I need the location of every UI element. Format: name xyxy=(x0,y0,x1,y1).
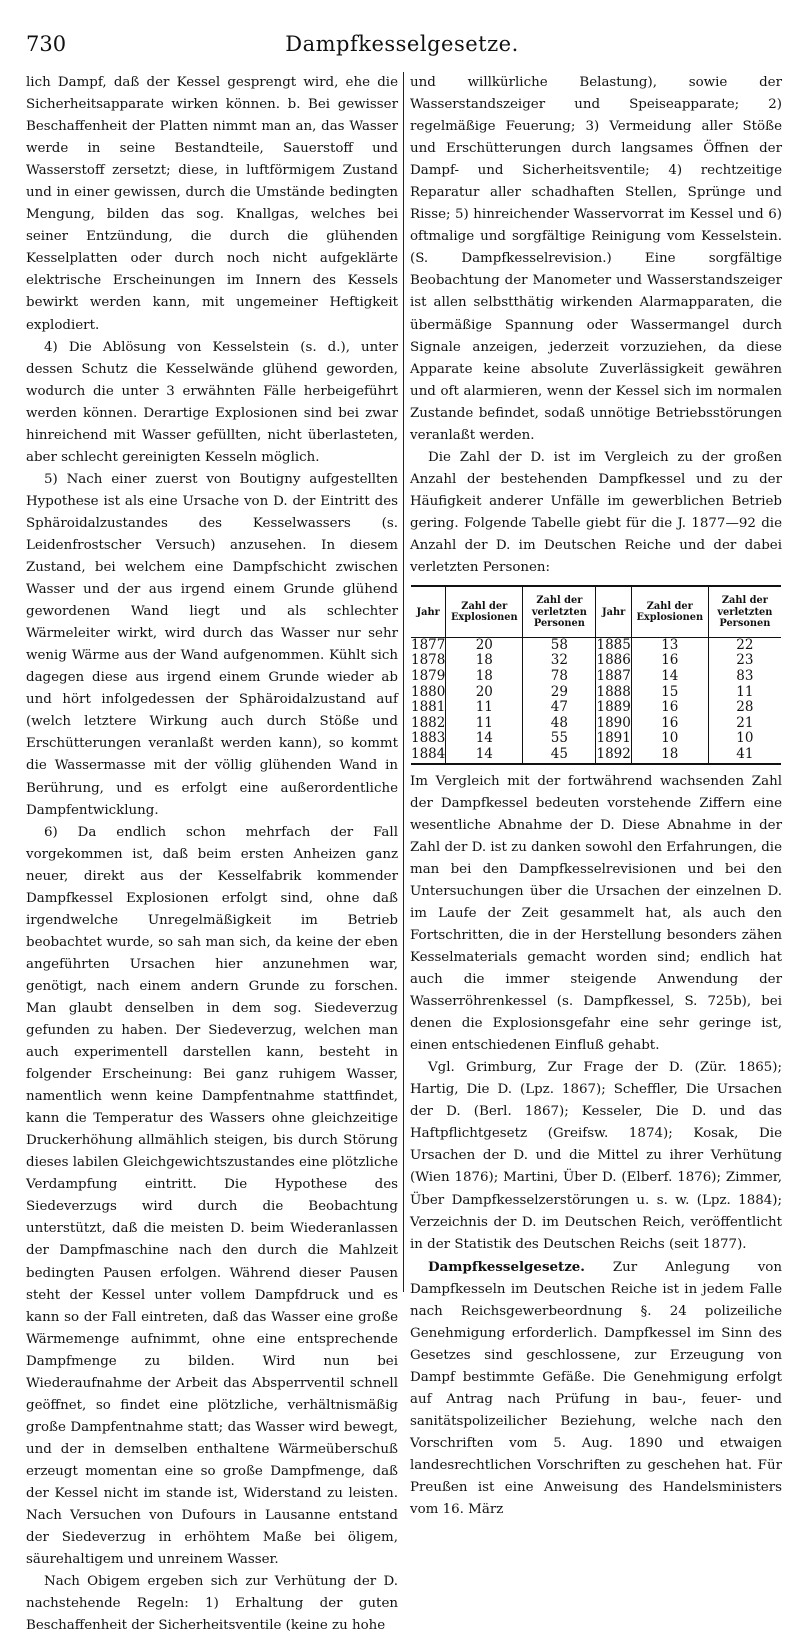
paragraph-statistics-intro: Die Zahl der D. ist im Vergleich zu der großen Anzahl der bestehenden Dampfkessel und zu der Häufigkeit anderer Unfälle im gewerblichen Betrieb gering. Folgende Tabelle giebt für die J. 1877—92 die Anzahl der D. im Deutschen Reiche und der dabei verletzten Personen: xyxy=(410,449,782,576)
table-row xyxy=(411,700,781,716)
table-cell: 55 xyxy=(523,731,596,747)
table-cell: 1890 xyxy=(596,714,631,731)
table-cell: 20 xyxy=(446,685,523,701)
table-cell: 11 xyxy=(446,716,523,732)
header-year: Jahr xyxy=(596,586,631,637)
paragraph-cause-5: 5) Nach einer zuerst von Boutigny aufgestellten Hypothese ist als eine Ursache von D. der Eintritt des Sphäroidalzustandes des Kesselwassers (s. Leidenfrostscher Versuch) anzusehen. In diesem Zustand, bei welchem eine Dampfschicht zwischen Wasser und der aus irgend einem Grunde glühend gewordenen Wand liegt und als schlechter Wärmeleiter wirkt, wird durch das Wasser nur sehr wenig Wärme aus der Wand aufgenommen. Kühlt sich dagegen diese aus irgend einem Grunde wieder ab und hört infolgedessen der Sphäroidalzustand auf (welch letztere Wirkung auch durch Stöße und Erschütterungen veranlaßt werden kann), so kommt die Wassermasse mit der völlig glühenden Wand in Berührung, und es erfolgt eine außerordentliche Dampfentwicklung. xyxy=(26,471,398,818)
table-cell: 13 xyxy=(631,637,708,653)
table-cell: 23 xyxy=(708,653,781,669)
header-explosions: Zahl der Explosionen xyxy=(446,586,523,637)
table-cell: 83 xyxy=(708,669,781,685)
table-row xyxy=(411,669,781,685)
table-cell: 1881 xyxy=(411,699,446,716)
table-row xyxy=(411,637,781,653)
table-cell: 1880 xyxy=(411,683,446,700)
table-cell: 47 xyxy=(523,700,596,716)
table-cell: 14 xyxy=(446,747,523,764)
table-row xyxy=(411,653,781,669)
table-cell: 11 xyxy=(708,685,781,701)
table-row xyxy=(411,747,781,764)
table-cell: 14 xyxy=(446,731,523,747)
table-cell: 1888 xyxy=(596,683,631,700)
table-cell: 32 xyxy=(523,653,596,669)
table-cell: 21 xyxy=(708,716,781,732)
right-column xyxy=(410,72,782,1521)
table-cell: 1886 xyxy=(596,652,631,669)
table-row xyxy=(411,716,781,732)
paragraph-cause-4: 4) Die Ablösung von Kesselstein (s. d.), unter dessen Schutz die Kesselwände glühend geworden, wodurch die unter 3 erwähnten Fälle herbeigeführt werden können. Derartige Explosionen sind bei zwar hinreichend mit Wasser gefüllten, nicht überlasteten, aber schlecht gereinigten Kesseln möglich. xyxy=(26,339,398,465)
running-title: Dampfkesselgesetze. xyxy=(285,32,519,56)
explosion-statistics-table xyxy=(411,585,781,765)
entry-text: Zur Anlegung von Dampfkesseln im Deutschen Reiche ist in jedem Falle nach Reichsgewerbeordnung §. 24 polizeiliche Genehmigung erforderlich. Dampfkessel im Sinn des Gesetzes sind geschlossene, zur Erzeugung von Dampf bestimmte Gefäße. Die Genehmigung erfolgt auf Antrag nach Prüfung in bau-, feuer- und sanitätspolizeilicher Beziehung, welche nach den Vorschriften vom 5. Aug. 1890 und etwaigen landesrechtlichen Vorschriften zu geschehen hat. Für Preußen ist eine Anweisung des Handelsministers vom 16. März xyxy=(410,1259,782,1518)
page-number: 730 xyxy=(26,32,67,56)
table-cell: 28 xyxy=(708,700,781,716)
table-cell: 1892 xyxy=(596,746,631,763)
paragraph-cause-6: 6) Da endlich schon mehrfach der Fall vorgekommen ist, daß beim ersten Anheizen ganz neuer, direkt aus der Kesselfabrik kommender Dampfkessel Explosionen erfolgt sind, ohne daß irgendwelche Unregelmäßigkeit im Betrieb beobachtet wurde, so sah man sich, da keine der eben angeführten Ursachen hier anzunehmen war, genötigt, nach einem andern Grunde zu forschen. Man glaubt denselben in dem sog. Siedeverzug gefunden zu haben. Der Siedeverzug, welchen man auch experimentell darstellen kann, besteht in folgender Erscheinung: Bei ganz ruhigem Wasser, namentlich wenn keine Dampfentnahme stattfindet, kann die Temperatur des Wassers ohne gleichzeitige Druckerhöhung allmählich steigen, bis durch Störung dieses labilen Gleichgewichtszustandes eine plötzliche Verdampfung eintritt. Die Hypothese des Siedeverzugs wird durch die Beobachtung unterstützt, daß die meisten D. beim Wiederanlassen der Dampfmaschine nach den durch die Mahlzeit bedingten Pausen erfolgen. Während dieser Pausen steht der Kessel unter vollem Dampfdruck und es kann so der Fall eintreten, daß das Wasser eine große Wärmemenge aufnimmt, ohne eine entsprechende Dampfmenge zu bilden. Wird nun bei Wiederaufnahme der Arbeit das Absperrventil schnell geöffnet, so findet eine plötzliche, verhältnismäßig große Dampfentnahme statt; das Wasser wird bewegt, und der in demselben enthaltene Wärmeüberschuß erzeugt momentan eine so große Dampfmenge, daß der Kessel nicht im stande ist, Widerstand zu leisten. Nach Versuchen von Dufours in Lausanne entstand der Siedeverzug in erhöhtem Maße bei öligem, säurehaltigem und unreinem Wasser. xyxy=(26,824,398,1568)
table-cell: 41 xyxy=(708,747,781,764)
table-cell: 1891 xyxy=(596,730,631,747)
table-cell: 18 xyxy=(446,669,523,685)
table-cell: 1879 xyxy=(411,668,446,685)
left-column xyxy=(26,72,398,1637)
table-cell: 78 xyxy=(523,669,596,685)
table-cell: 15 xyxy=(631,685,708,701)
table-cell: 18 xyxy=(446,653,523,669)
table-cell: 1889 xyxy=(596,699,631,716)
table-cell: 1887 xyxy=(596,668,631,685)
table-cell: 11 xyxy=(446,700,523,716)
paragraph-comparison: Im Vergleich mit der fortwährend wachsenden Zahl der Dampfkessel bedeuten vorstehende Ziffern eine wesentliche Abnahme der D. Diese Abnahme in der Zahl der D. ist zu danken sowohl den Erfahrungen, die man bei den Dampfkesselrevisionen und bei den Untersuchungen über die Ursachen der einzelnen D. im Laufe der Zeit gesammelt hat, als auch den Fortschritten, die in der Herstellung besonders zähen Kesselmaterials gemacht worden sind; endlich hat auch die immer steigende Anwendung der Wasserröhrenkessel (s. Dampfkessel, S. 725b), bei denen die Explosionsgefahr eine sehr geringe ist, einen entschiedenen Einfluß gehabt. xyxy=(410,773,783,1054)
paragraph-rules-continued: und willkürliche Belastung), sowie der Wasserstandszeiger und Speiseapparate; 2) regelmäßige Feuerung; 3) Vermeidung aller Stöße und Erschütterungen durch langsames Öffnen der Dampf- und Sicherheitsventile; 4) rechtzeitige Reparatur aller schadhaften Stellen, Sprünge und Risse; 5) hinreichender Wasservorrat im Kessel und 6) oftmalige und sorgfältige Reinigung vom Kesselstein. (S. Dampfkesselrevision.) Eine sorgfältige Beobachtung der Manometer und Wasserstandszeiger ist allen selbstthätig wirkenden Alarmapparaten, die übermäßige Spannung oder Wassermangel durch Signale anzeigen, jederzeit vorzuziehen, da diese Apparate keine absolute Zuverlässigkeit gewähren und oft alarmieren, wenn der Kessel sich im normalen Zustande befindet, sodaß unnötige Betriebsstörungen veranlaßt werden. xyxy=(410,75,782,443)
entry-lemma: Dampfkesselgesetze. xyxy=(428,1258,585,1275)
table-cell: 1882 xyxy=(411,714,446,731)
header-year: Jahr xyxy=(411,586,446,637)
table-cell: 18 xyxy=(631,747,708,764)
paragraph-rules: Nach Obigem ergeben sich zur Verhütung der D. nachstehende Regeln: 1) Erhaltung der guten Beschaffenheit der Sicherheitsventile (keine zu hohe xyxy=(26,1574,398,1634)
table-cell: 20 xyxy=(446,637,523,653)
table-row xyxy=(411,685,781,701)
table-cell: 29 xyxy=(523,685,596,701)
table-cell: 10 xyxy=(708,731,781,747)
entry-dampfkesselgesetze xyxy=(410,1256,782,1522)
table-row xyxy=(411,731,781,747)
page-header xyxy=(26,28,778,60)
table-cell: 45 xyxy=(523,747,596,764)
table-cell: 1884 xyxy=(411,746,446,763)
table-cell: 16 xyxy=(631,716,708,732)
table-cell: 1877 xyxy=(411,636,446,653)
table-cell: 1885 xyxy=(596,636,631,653)
table-cell: 48 xyxy=(523,716,596,732)
table-header-row xyxy=(411,586,781,637)
header-injured: Zahl der verletzten Personen xyxy=(708,586,781,637)
table-cell: 58 xyxy=(523,637,596,653)
table-cell: 22 xyxy=(708,637,781,653)
paragraph-continued: lich Dampf, daß der Kessel gesprengt wird, ehe die Sicherheitsapparate wirken können. b. Bei gewisser Beschaffenheit der Platten nimmt man an, das Wasser werde in seine Bestandteile, Sauerstoff und Wasserstoff zersetzt; diese, in luftförmigem Zustand und in einer gewissen, durch die Umstände bedingten Mengung, bilden das sog. Knallgas, welches bei seiner Entzündung, die durch die glühenden Kesselplatten oder durch noch nicht aufgeklärte elektrische Erscheinungen im Innern des Kessels bewirkt werden kann, mit ungemeiner Heftigkeit explodiert. xyxy=(26,75,398,333)
table-cell: 14 xyxy=(631,669,708,685)
table-cell: 16 xyxy=(631,653,708,669)
header-injured: Zahl der verletzten Personen xyxy=(523,586,596,637)
column-divider xyxy=(403,72,404,1292)
header-explosions: Zahl der Explosionen xyxy=(631,586,708,637)
table-cell: 1883 xyxy=(411,730,446,747)
paragraph-bibliography: Vgl. Grimburg, Zur Frage der D. (Zür. 1865); Hartig, Die D. (Lpz. 1867); Scheffler, Die Ursachen der D. (Berl. 1867); Kesseler, Die D. und das Haftpflichtgesetz (Greifsw. 1874); Kosak, Die Ursachen der D. und die Mittel zu ihrer Verhütung (Wien 1876); Martini, Über D. (Elberf. 1876); Zimmer, Über Dampfkesselzerstörungen u. s. w. (Lpz. 1884); Verzeichnis der D. im Deutschen Reich, veröffentlicht in der Statistik des Deutschen Reichs (seit 1877). xyxy=(410,1060,782,1252)
table-cell: 16 xyxy=(631,700,708,716)
table-cell: 1878 xyxy=(411,652,446,669)
table-cell: 10 xyxy=(631,731,708,747)
